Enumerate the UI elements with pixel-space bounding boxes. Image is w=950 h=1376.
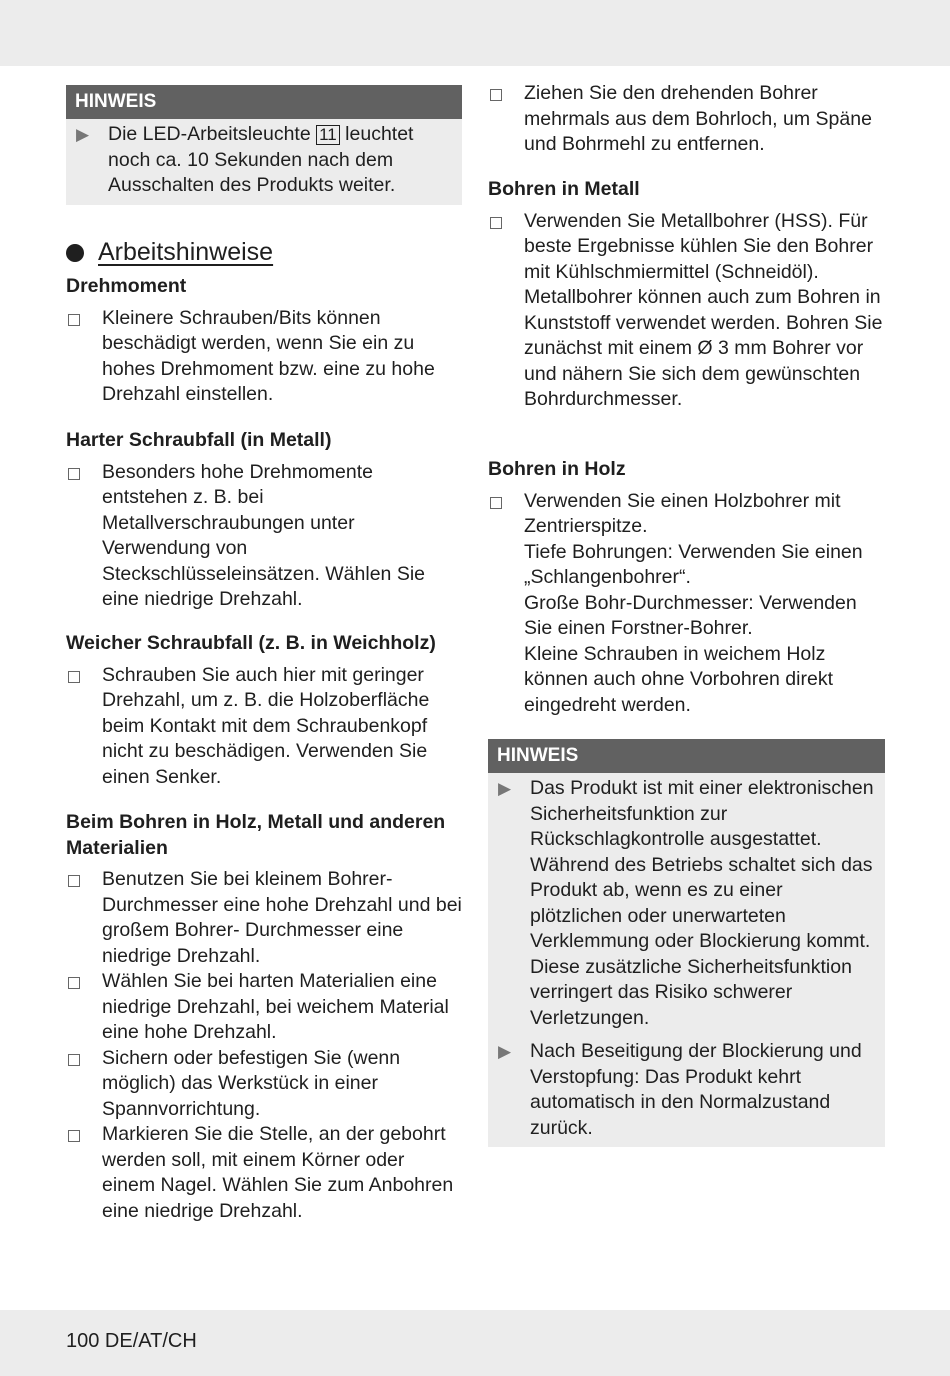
list-item: Benutzen Sie bei kleinem Bohrer- Durchmesser eine hohe Drehzahl und bei großem Bohrer- Durchmesser eine niedrige Drehzahl.: [66, 867, 462, 969]
checkbox-square-icon: [68, 314, 80, 326]
subheading: Bohren in Holz: [488, 458, 626, 480]
list-item: Wählen Sie bei harten Materialien eine niedrige Drehzahl, bei weichem Material eine hohe Drehzahl.: [66, 969, 462, 1046]
list-item: Schrauben Sie auch hier mit geringer Drehzahl, um z. B. die Holzoberfläche beim Kontakt mit dem Schraubenkopf nicht zu beschädigen. Verwenden Sie einen Senker.: [66, 663, 462, 791]
triangle-right-icon: ▶: [76, 125, 90, 144]
subheading: Weicher Schraubfall (z. B. in Weichholz): [66, 632, 436, 654]
list-item: Verwenden Sie Metallbohrer (HSS). Für beste Ergebnisse kühlen Sie den Bohrer mit Kühlschmiermittel (Schneidöl). Metallbohrer können auch zum Bohren in Kunststoff verwendet werden. Bohren Sie zunächst mit einem Ø 3 mm Bohrer vor und nähern Sie sich dem gewünschten Bohrdurchmesser.: [488, 209, 885, 413]
list-item: Markieren Sie die Stelle, an der gebohrt werden soll, mit einem Körner oder einem Nagel. Wählen Sie zum Anbohren eine niedrige Drehzahl.: [66, 1122, 462, 1224]
checkbox-square-icon: [68, 1054, 80, 1066]
block-bohren-holz: [488, 457, 885, 718]
checkbox-square-icon: [68, 671, 80, 683]
subheading: Beim Bohren in Holz, Metall und anderen Materialien: [66, 811, 446, 859]
subheading: Harter Schraubfall (in Metall): [66, 429, 332, 451]
subheading: Drehmoment: [66, 275, 187, 297]
list-item: Sichern oder befestigen Sie (wenn möglich) das Werkstück in einer Spannvorrichtung.: [66, 1046, 462, 1123]
triangle-right-icon: ▶: [498, 1042, 512, 1061]
note-item: [498, 776, 875, 1031]
checkbox-square-icon: [68, 468, 80, 480]
subheading: Bohren in Metall: [488, 178, 640, 200]
page-number: 100 DE/AT/CH: [66, 1330, 197, 1352]
triangle-right-icon: ▶: [498, 779, 512, 798]
note-box-led: [66, 85, 462, 205]
note-item: [76, 122, 452, 199]
block-drehmoment: [66, 274, 462, 408]
reference-number: 11: [316, 125, 340, 145]
block-bohren-metall: [488, 177, 885, 413]
note-item-text: Das Produkt ist mit einer elektronischen Sicherheitsfunktion zur Rückschlagkontrolle ausgestattet. Während des Betriebs schaltet sich das Produkt ab, wenn es zu einer plötzlichen oder unerwarteten Verklemmung oder Blockierung kommt. Diese zusätzliche Sicherheitsfunktion verringert das Risiko schwerer Verletzungen.: [530, 777, 874, 1029]
list-item: Verwenden Sie einen Holzbohrer mit Zentrierspitze. Tiefe Bohrungen: Verwenden Sie einen „Schlangenbohrer“. Große Bohr-Durchmesser: Verwenden Sie einen Forstner-Bohrer. Kleine Schrauben in weichem Holz können auch ohne Vorbohren direkt eingedreht werden.: [488, 489, 885, 719]
checkbox-square-icon: [68, 1130, 80, 1142]
top-band: [0, 0, 950, 66]
block-continued: [488, 81, 885, 158]
note-item-text: Die LED-Arbeitsleuchte 11 leuchtet noch ca. 10 Sekunden nach dem Ausschalten des Produkts weiter.: [108, 123, 414, 196]
block-bohren-allgemein: [66, 810, 462, 1224]
list-item: Kleinere Schrauben/Bits können beschädigt werden, wenn Sie ein zu hohes Drehmoment bzw. eine zu hohe Drehzahl einstellen.: [66, 306, 462, 408]
checkbox-square-icon: [490, 217, 502, 229]
checkbox-square-icon: [490, 497, 502, 509]
block-weicher-schraubfall: [66, 631, 466, 790]
list-item: Ziehen Sie den drehenden Bohrer mehrmals aus dem Bohrloch, um Späne und Bohrmehl zu entfernen.: [488, 81, 885, 158]
note-item-text: Nach Beseitigung der Blockierung und Verstopfung: Das Produkt kehrt automatisch in den Normalzustand zurück.: [530, 1040, 862, 1139]
block-harter-schraubfall: [66, 428, 462, 613]
note-heading: HINWEIS: [66, 85, 462, 119]
section-title: Arbeitshinweise: [66, 238, 273, 267]
checkbox-square-icon: [490, 89, 502, 101]
list-item: Besonders hohe Drehmomente entstehen z. B. bei Metallverschraubungen unter Verwendung von Steckschlüsseleinsätzen. Wählen Sie eine niedrige Drehzahl.: [66, 460, 462, 613]
checkbox-square-icon: [68, 977, 80, 989]
note-box-safety: [488, 739, 885, 1147]
bullet-dot-icon: [66, 244, 84, 262]
checkbox-square-icon: [68, 875, 80, 887]
note-item: [498, 1039, 875, 1141]
note-heading: HINWEIS: [488, 739, 885, 773]
